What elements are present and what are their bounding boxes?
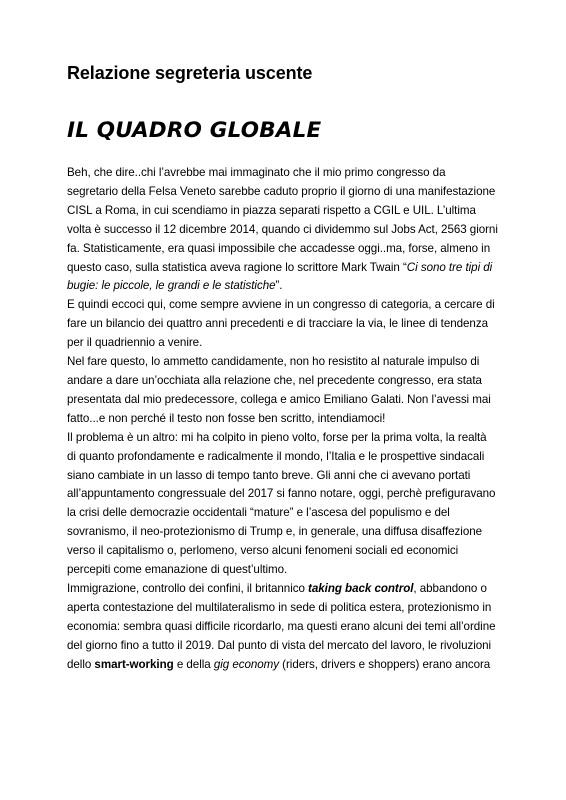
section-title: IL QUADRO GLOBALE — [67, 118, 322, 143]
text-run: smart-working — [94, 657, 174, 671]
paragraph — [67, 296, 507, 353]
text-line — [67, 353, 507, 372]
text-line — [67, 542, 507, 561]
paragraph — [67, 429, 507, 580]
text-line — [67, 504, 507, 523]
text-line — [67, 296, 507, 315]
text-line — [67, 656, 507, 675]
text-line — [67, 448, 507, 467]
text-line — [67, 164, 507, 183]
text-line — [67, 334, 507, 353]
text-line — [67, 561, 507, 580]
text-run: all’appuntamento congressuale del 2017 si fanno notare, oggi, perchè prefiguravano — [67, 487, 496, 501]
text-run: Immigrazione, controllo dei confini, il britannico — [67, 581, 309, 595]
text-run: andare a dare un’occhiata alla relazione che, nel precedente congresso, era stata — [67, 373, 482, 387]
text-line — [67, 372, 507, 391]
text-run: siano cambiate in un lasso di tempo tanto breve. Gli anni che ci avevano portati — [67, 468, 471, 482]
text-line — [67, 580, 507, 599]
text-run: percepiti come emanazione di quest’ultimo. — [67, 563, 288, 577]
text-line — [67, 599, 507, 618]
text-line — [67, 221, 507, 240]
body-text — [67, 164, 507, 674]
text-run: CISL a Roma, in cui scendiamo in piazza separati rispetto a CGIL e UIL. L’ultima — [67, 203, 476, 217]
text-line — [67, 637, 507, 656]
text-line — [67, 523, 507, 542]
text-line — [67, 618, 507, 637]
text-run: la crisi delle democrazie occidentali “mature” e l’ascesa del populismo e del — [67, 506, 450, 520]
text-line — [67, 202, 507, 221]
text-run: ”. — [275, 279, 283, 293]
text-run: dello — [67, 657, 95, 671]
text-run: di quanto profondamente e radicalmente il mondo, l’Italia e le prospettive sindacali — [67, 449, 485, 463]
text-run: per il quadriennio a venire. — [67, 336, 203, 350]
text-run: sovranismo, il neo-protezionismo di Trump e, in generale, una diffusa disaffezione — [67, 525, 483, 539]
text-line — [67, 240, 507, 259]
text-run: economia: sembra quasi difficile ricordarlo, ma questi erano alcuni dei temi all’ordine — [67, 619, 496, 633]
text-run: taking back control — [308, 581, 414, 595]
document-title: Relazione segreteria uscente — [67, 63, 313, 83]
text-run: verso il capitalismo o, perlomeno, verso alcuni fenomeni sociali ed economici — [67, 544, 459, 558]
text-line — [67, 485, 507, 504]
text-line — [67, 315, 507, 334]
text-run: del giorno fino a tutto il 2019. Dal punto di vista del mercato del lavoro, le rivoluzioni — [67, 638, 492, 652]
paragraph — [67, 580, 507, 675]
text-run: segretario della Felsa Veneto sarebbe caduto proprio il giorno di una manifestazione — [67, 184, 496, 198]
text-run: e della — [173, 657, 214, 671]
text-run: bugie: le piccole, le grandi e le statistiche — [67, 279, 276, 293]
text-run: (riders, drivers e shoppers) erano ancora — [279, 657, 491, 671]
text-line — [67, 183, 507, 202]
text-line — [67, 391, 507, 410]
text-run: fatto...e non perché il testo non fosse ben scritto, intendiamoci! — [67, 411, 386, 425]
paragraph — [67, 353, 507, 429]
paragraph — [67, 164, 507, 296]
text-run: Ci sono tre tipi di — [406, 260, 493, 274]
text-line — [67, 429, 507, 448]
text-run: questo caso, sulla statistica aveva ragione lo scrittore Mark Twain “ — [67, 260, 407, 274]
text-run: gig economy — [213, 657, 280, 671]
text-line — [67, 467, 507, 486]
text-line — [67, 277, 507, 296]
text-run: Il problema è un altro: mi ha colpito in pieno volto, forse per la prima volta, la realtà — [67, 430, 487, 444]
text-run: fa. Statisticamente, era quasi impossibile che accadesse oggi..ma, forse, almeno in — [67, 241, 491, 255]
text-run: fare un bilancio dei quattro anni precedenti e di tracciare la via, le linee di tendenza — [67, 317, 488, 331]
text-run: volta è successo il 12 dicembre 2014, quando ci dividemmo sul Jobs Act, 2563 giorni — [67, 222, 498, 236]
text-run: presentata dal mio predecessore, collega e amico Emiliano Galati. Non l’avessi mai — [67, 392, 491, 406]
text-run: Nel fare questo, lo ammetto candidamente, non ho resistito al naturale impulso di — [67, 355, 480, 369]
text-run: , abbandono o — [413, 581, 487, 595]
text-run: aperta contestazione del multilateralismo in sede di politica estera, protezionismo in — [67, 600, 492, 614]
text-run: E quindi eccoci qui, come sempre avviene in un congresso di categoria, a cercare di — [67, 298, 495, 312]
text-line — [67, 410, 507, 429]
text-run: Beh, che dire..chi l’avrebbe mai immaginato che il mio primo congresso da — [67, 166, 446, 179]
text-line — [67, 259, 507, 278]
